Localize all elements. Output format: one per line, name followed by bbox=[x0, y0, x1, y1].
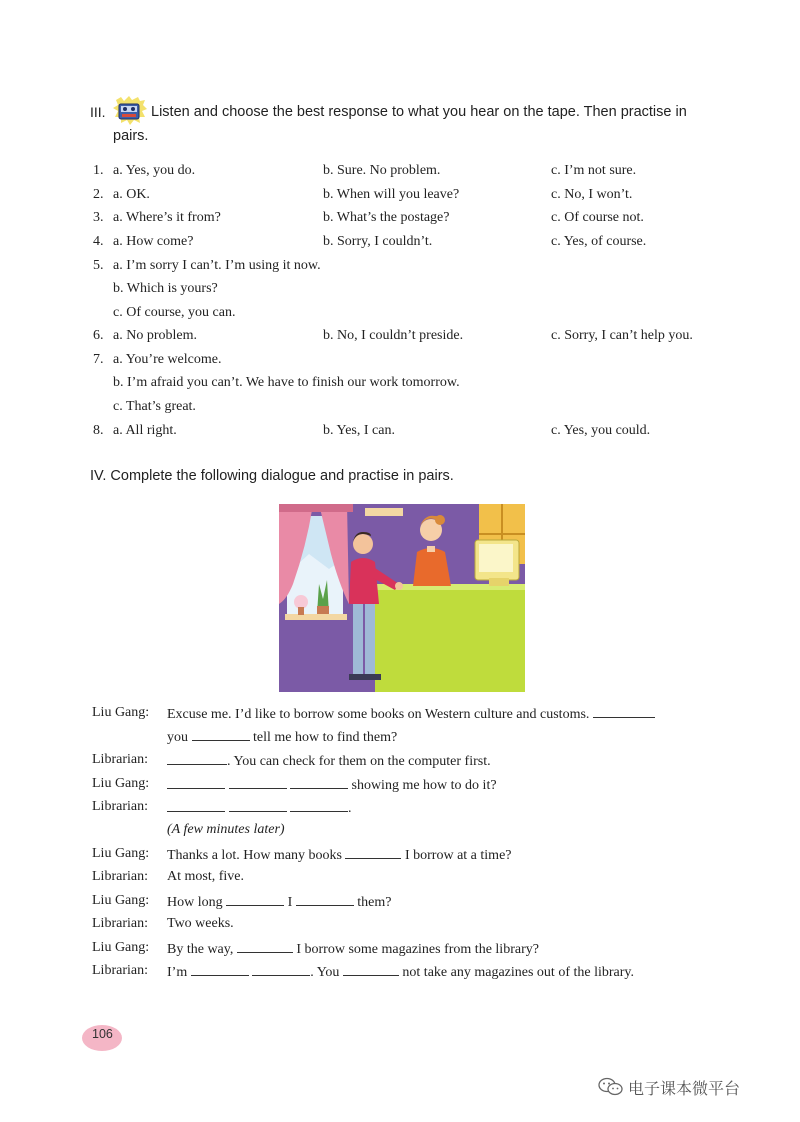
option-c: c. Sorry, I can’t help you. bbox=[551, 328, 693, 343]
answer-blank[interactable] bbox=[229, 776, 287, 789]
dialogue-line: By the way, I borrow some magazines from the library? bbox=[167, 942, 539, 957]
answer-blank[interactable] bbox=[252, 963, 310, 976]
answer-blank[interactable] bbox=[167, 776, 225, 789]
answer-blank[interactable] bbox=[229, 799, 287, 812]
section-3-number: III. bbox=[90, 104, 106, 120]
option-c: c. No, I won’t. bbox=[551, 187, 633, 202]
section-3-instruction: Listen and choose the best response to what you hear on the tape. Then practise in bbox=[151, 104, 687, 120]
speaker-label: Liu Gang: bbox=[92, 940, 150, 955]
item-number: 3. bbox=[93, 210, 104, 225]
option-a: a. No problem. bbox=[113, 328, 197, 343]
option-c: c. Yes, you could. bbox=[551, 423, 651, 438]
dialogue-line: you tell me how to find them? bbox=[167, 730, 398, 745]
answer-blank[interactable] bbox=[167, 799, 225, 812]
dialogue-line: . bbox=[167, 799, 352, 817]
option-b: b. I’m afraid you can’t. We have to finish our work tomorrow. bbox=[113, 375, 460, 390]
option-c: c. I’m not sure. bbox=[551, 163, 637, 178]
answer-blank[interactable] bbox=[296, 893, 354, 906]
item-number: 5. bbox=[93, 258, 104, 273]
answer-blank[interactable] bbox=[237, 940, 293, 953]
speaker-label: Librarian: bbox=[92, 869, 148, 884]
speaker-label: Liu Gang: bbox=[92, 705, 150, 720]
option-a: a. Where’s it from? bbox=[113, 210, 221, 225]
watermark-text: 电子课本微平台 bbox=[628, 1079, 741, 1098]
option-c: c. Yes, of course. bbox=[551, 234, 647, 249]
option-c: c. That’s great. bbox=[113, 399, 196, 414]
item-number: 2. bbox=[93, 187, 104, 202]
dialogue-line: Two weeks. bbox=[167, 916, 234, 931]
dialogue-line: How long I them? bbox=[167, 895, 392, 910]
option-a: a. All right. bbox=[113, 423, 177, 438]
answer-blank[interactable] bbox=[226, 893, 284, 906]
option-b: b. What’s the postage? bbox=[323, 210, 450, 225]
option-a: a. OK. bbox=[113, 187, 150, 202]
dialogue-line: . You can check for them on the computer first. bbox=[167, 752, 491, 770]
option-b: b. Which is yours? bbox=[113, 281, 218, 296]
wechat-icon bbox=[598, 1077, 624, 1097]
answer-blank[interactable] bbox=[593, 705, 655, 718]
answer-blank[interactable] bbox=[290, 799, 348, 812]
option-a: a. Yes, you do. bbox=[113, 163, 196, 178]
option-b: b. No, I couldn’t preside. bbox=[323, 328, 464, 343]
dialogue-line: At most, five. bbox=[167, 869, 244, 884]
library-counter-illustration bbox=[279, 504, 525, 692]
answer-blank[interactable] bbox=[191, 963, 249, 976]
answer-blank[interactable] bbox=[290, 776, 348, 789]
answer-blank[interactable] bbox=[345, 846, 401, 859]
dialogue-line: showing me how to do it? bbox=[167, 776, 497, 794]
page-number: 106 bbox=[92, 1027, 113, 1041]
speaker-label: Librarian: bbox=[92, 963, 148, 978]
dialogue-line: Thanks a lot. How many books I borrow at a time? bbox=[167, 848, 512, 863]
section-3-instruction-cont: pairs. bbox=[113, 128, 149, 144]
option-a: a. You’re welcome. bbox=[113, 352, 222, 367]
item-number: 7. bbox=[93, 352, 104, 367]
option-a: a. How come? bbox=[113, 234, 194, 249]
dialogue-line: Excuse me. I’d like to borrow some books on Western culture and customs. bbox=[167, 705, 655, 723]
item-number: 8. bbox=[93, 423, 104, 438]
speaker-label: Liu Gang: bbox=[92, 893, 150, 908]
speaker-label: Librarian: bbox=[92, 799, 148, 814]
item-number: 6. bbox=[93, 328, 104, 343]
answer-blank[interactable] bbox=[167, 752, 227, 765]
speaker-label: Liu Gang: bbox=[92, 846, 150, 861]
speaker-label: Liu Gang: bbox=[92, 776, 150, 791]
speaker-label: Librarian: bbox=[92, 916, 148, 931]
answer-blank[interactable] bbox=[192, 728, 250, 741]
item-number: 1. bbox=[93, 163, 104, 178]
item-number: 4. bbox=[93, 234, 104, 249]
section-4-title: IV. Complete the following dialogue and practise in pairs. bbox=[90, 468, 454, 484]
stage-note: (A few minutes later) bbox=[167, 822, 285, 837]
tape-recorder-icon bbox=[113, 96, 147, 126]
option-b: b. When will you leave? bbox=[323, 187, 460, 202]
option-b: b. Sure. No problem. bbox=[323, 163, 441, 178]
option-a: a. I’m sorry I can’t. I’m using it now. bbox=[113, 258, 321, 273]
option-b: b. Yes, I can. bbox=[323, 423, 395, 438]
answer-blank[interactable] bbox=[343, 963, 399, 976]
dialogue-line: I’m . You not take any magazines out of the library. bbox=[167, 965, 634, 980]
option-b: b. Sorry, I couldn’t. bbox=[323, 234, 433, 249]
option-c: c. Of course, you can. bbox=[113, 305, 236, 320]
speaker-label: Librarian: bbox=[92, 752, 148, 767]
option-c: c. Of course not. bbox=[551, 210, 644, 225]
